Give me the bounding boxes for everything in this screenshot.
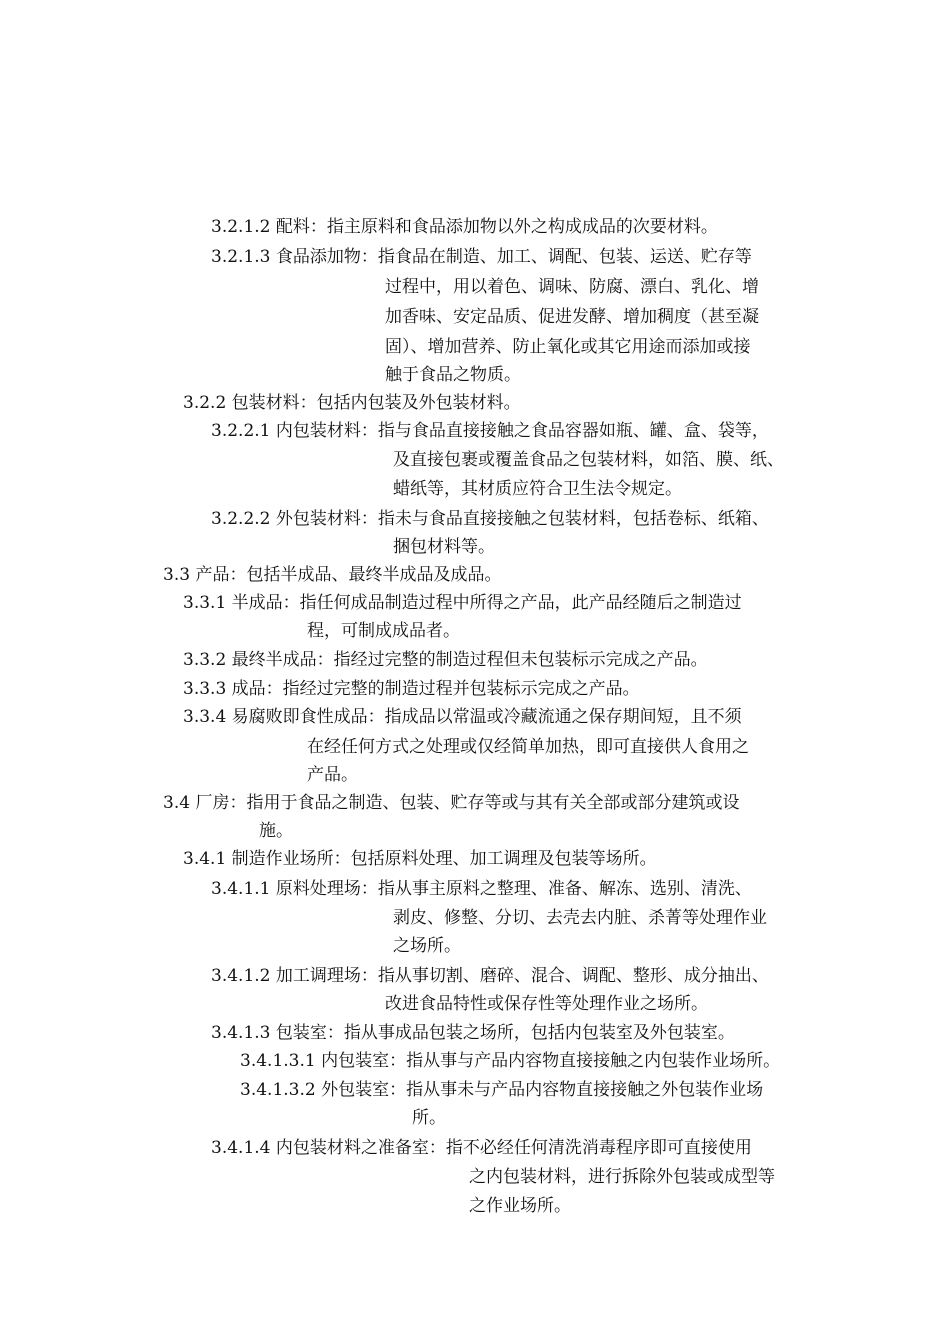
section-number: 3.2.2 (183, 393, 227, 413)
term-heading: 食品添加物： (275, 247, 378, 267)
definition-text: 指主原料和食品添加物以外之构成成品的次要材料。 (326, 217, 718, 237)
section-number: 3.4.1 (183, 849, 227, 869)
section-number: 3.4.1.4 (211, 1138, 271, 1158)
definition-text: 包括内包装及外包装材料。 (316, 393, 521, 413)
entry-3-4-1-2-line-2: 改进食品特性或保存性等处理作业之场所。 (385, 994, 708, 1014)
term-heading: 配料： (275, 217, 327, 237)
entry-3-4-1-1-line-3: 之场所。 (393, 936, 461, 956)
section-number: 3.2.2.1 (211, 421, 271, 441)
term-heading: 制造作业场所： (231, 849, 351, 869)
definition-text: 指从事未与产品内容物直接接触之外包装作业场 (406, 1080, 764, 1100)
section-number: 3.2.1.2 (211, 217, 271, 237)
term-heading: 最终半成品： (231, 650, 334, 670)
section-number: 3.3.1 (183, 593, 227, 613)
entry-3-3-line-1 (163, 565, 501, 585)
definition-text: 指从事与产品内容物直接接触之内包装作业场所。 (406, 1051, 781, 1071)
term-heading: 易腐败即食性成品： (231, 707, 385, 727)
term-heading: 包装材料： (231, 393, 317, 413)
entry-3-4-1-4-line-1 (211, 1138, 752, 1158)
definition-text: 指不必经任何清洗消毒程序即可直接使用 (445, 1138, 752, 1158)
entry-3-2-2-1-line-2: 及直接包裹或覆盖食品之包装材料，如箔、膜、纸、 (393, 450, 784, 470)
entry-3-2-2-2-line-1 (211, 509, 769, 529)
entry-3-2-1-3-line-5: 触于食品之物质。 (385, 365, 521, 385)
definition-text: 指从事主原料之整理、准备、解冻、选别、清洗、 (377, 879, 752, 899)
section-number: 3.3.2 (183, 650, 227, 670)
entry-3-4-1-3-1-line-1 (240, 1051, 780, 1071)
entry-3-4-1-line-1 (183, 849, 657, 869)
term-heading: 外包装材料： (275, 509, 378, 529)
section-number: 3.4.1.3 (211, 1023, 271, 1043)
section-number: 3.2.1.3 (211, 247, 271, 267)
entry-3-2-2-line-1 (183, 393, 521, 413)
section-number: 3.3.4 (183, 707, 227, 727)
entry-3-2-1-2-line-1 (211, 217, 718, 237)
term-heading: 加工调理场： (275, 966, 378, 986)
entry-3-2-1-3-line-2: 过程中，用以着色、调味、防腐、漂白、乳化、增 (385, 277, 759, 297)
definition-text: 指经过完整的制造过程但未包装标示完成之产品。 (333, 650, 708, 670)
entry-3-4-1-4-line-3: 之作业场所。 (469, 1196, 571, 1216)
definition-text: 指成品以常温或冷藏流通之保存期间短，且不须 (384, 707, 742, 727)
section-number: 3.4.1.3.2 (240, 1080, 316, 1100)
entry-3-2-1-3-line-3: 加香味、安定品质、促进发酵、增加稠度（甚至凝 (385, 307, 759, 327)
entry-3-4-1-3-line-1 (211, 1023, 735, 1043)
entry-3-2-1-3-line-1 (211, 247, 752, 267)
entry-3-2-1-3-line-4: 固）、增加营养、防止氧化或其它用途而添加或接 (385, 337, 751, 357)
term-heading: 半成品： (231, 593, 300, 613)
entry-3-3-4-line-3: 产品。 (307, 765, 358, 785)
term-heading: 内包装室： (321, 1051, 407, 1071)
term-heading: 内包装材料之准备室： (275, 1138, 446, 1158)
term-heading: 原料处理场： (275, 879, 378, 899)
definition-text: 指未与食品直接接触之包装材料，包括卷标、纸箱、 (377, 509, 769, 529)
definition-text: 包括原料处理、加工调理及包装等场所。 (350, 849, 657, 869)
section-number: 3.3.3 (183, 679, 227, 699)
entry-3-4-1-2-line-1 (211, 966, 769, 986)
entry-3-4-1-4-line-2: 之内包装材料，进行拆除外包装或成型等 (469, 1167, 775, 1187)
entry-3-2-2-1-line-1 (211, 421, 769, 441)
definition-text: 指任何成品制造过程中所得之产品，此产品经随后之制造过 (299, 593, 742, 613)
entry-3-4-line-2: 施。 (259, 821, 293, 841)
definition-text: 指从事切割、磨碎、混合、调配、整形、成分抽出、 (377, 966, 769, 986)
definition-text: 指食品在制造、加工、调配、包装、运送、贮存等 (377, 247, 752, 267)
section-number: 3.4.1.3.1 (240, 1051, 316, 1071)
term-heading: 产品： (195, 565, 247, 585)
term-heading: 包装室： (275, 1023, 344, 1043)
entry-3-4-1-1-line-1 (211, 879, 752, 899)
definition-text: 指与食品直接接触之食品容器如瓶、罐、盒、袋等， (377, 421, 769, 441)
section-number: 3.2.2.2 (211, 509, 271, 529)
term-heading: 成品： (231, 679, 283, 699)
definition-text: 指用于食品之制造、包装、贮存等或与其有关全部或部分建筑或设 (246, 793, 740, 813)
entry-3-4-line-1 (163, 793, 739, 813)
term-heading: 厂房： (195, 793, 247, 813)
section-number: 3.4.1.1 (211, 879, 271, 899)
section-number: 3.4 (163, 793, 191, 813)
section-number: 3.3 (163, 565, 191, 585)
entry-3-3-1-line-2: 程，可制成成品者。 (307, 621, 460, 641)
entry-3-2-2-1-line-3: 蜡纸等，其材质应符合卫生法令规定。 (393, 479, 682, 499)
entry-3-4-1-1-line-2: 剥皮、修整、分切、去壳去内脏、杀菁等处理作业 (393, 908, 767, 928)
entry-3-4-1-3-2-line-2: 所。 (412, 1108, 446, 1128)
term-heading: 外包装室： (321, 1080, 407, 1100)
term-heading: 内包装材料： (275, 421, 378, 441)
definition-text: 指经过完整的制造过程并包装标示完成之产品。 (282, 679, 640, 699)
definition-text: 指从事成品包装之场所，包括内包装室及外包装室。 (343, 1023, 735, 1043)
entry-3-4-1-3-2-line-1 (240, 1080, 763, 1100)
section-number: 3.4.1.2 (211, 966, 271, 986)
definition-text: 包括半成品、最终半成品及成品。 (246, 565, 502, 585)
entry-3-3-3-line-1 (183, 679, 640, 699)
entry-3-3-2-line-1 (183, 650, 708, 670)
entry-3-3-1-line-1 (183, 593, 742, 613)
entry-3-2-2-2-line-2: 捆包材料等。 (393, 537, 495, 557)
entry-3-3-4-line-2: 在经任何方式之处理或仅经简单加热，即可直接供人食用之 (307, 737, 749, 757)
entry-3-3-4-line-1 (183, 707, 742, 727)
